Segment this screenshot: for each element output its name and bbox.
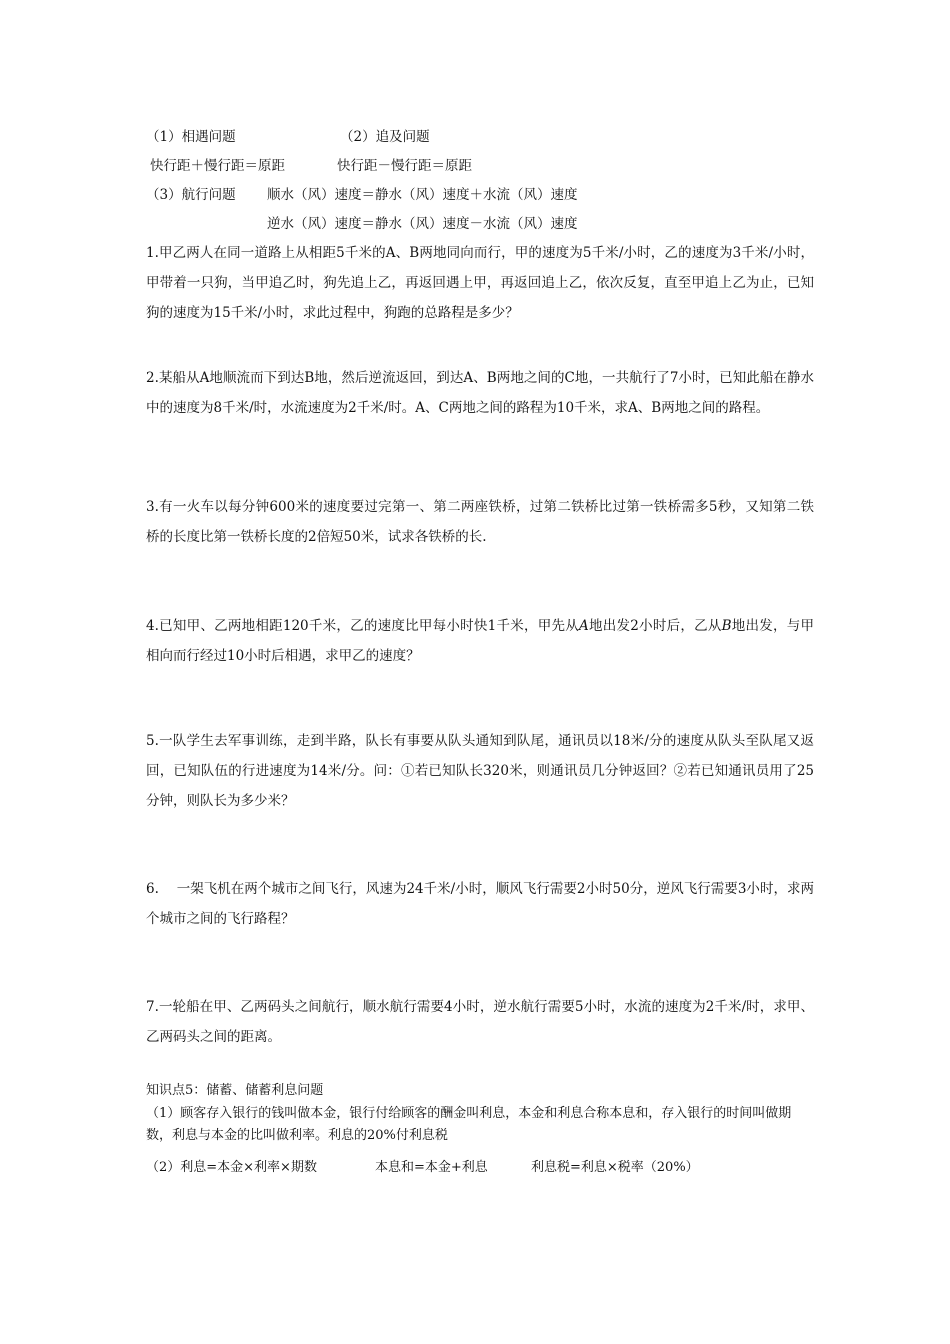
problem-6: 6. 一架飞机在两个城市之间飞行，风速为24千米/小时，顺风飞行需要2小时50分，逆风飞行需要3小时，求两个城市之间的飞行路程？	[146, 881, 814, 927]
interest-tax-formula: 利息税=利息×税率（20%）	[531, 1160, 699, 1175]
problem-3: 3.有一火车以每分钟600米的速度要过完第一、第二两座铁桥，过第二铁桥比过第一铁桥需多5秒，又知第二铁桥的长度比第一铁桥长度的2倍短50米，试求各铁桥的长.	[146, 499, 814, 545]
problem-4	[146, 611, 814, 671]
sailing-problem-title: （3）航行问题	[146, 187, 236, 203]
knowledge-title: 知识点5：储蓄、储蓄利息问题	[146, 1083, 324, 1098]
interest-formula: （2）利息=本金×利率×期数	[146, 1160, 317, 1175]
chase-problem-title: （2）追及问题	[340, 129, 430, 145]
problem-4-part-c: 地出发，与甲相向而行经过10小时后相遇，求甲乙的速度？	[146, 618, 814, 664]
problem-1: 1.甲乙两人在同一道路上从相距5千米的A、B两地同向而行，甲的速度为5千米/小时，乙的速度为3千米/小时，甲带着一只狗，当甲追乙时，狗先追上乙，再返回遇上甲，再返回追上乙，依次反复，直至甲追上乙为止，已知狗的速度为15千米/小时，求此过程中，狗跑的总路程是多少？	[146, 245, 814, 321]
meeting-formula: 快行距＋慢行距＝原距	[150, 158, 285, 174]
knowledge-item-1: （1）顾客存入银行的钱叫做本金，银行付给顾客的酬金叫利息，本金和利息合称本息和，存入银行的时间叫做期数，利息与本金的比叫做利率。利息的20%付利息税	[146, 1106, 792, 1143]
problem-7: 7.一轮船在甲、乙两码头之间航行，顺水航行需要4小时，逆水航行需要5小时，水流的速度为2千米/时，求甲、乙两码头之间的距离。	[146, 999, 814, 1045]
downstream-formula: 顺水（风）速度＝静水（风）速度＋水流（风）速度	[267, 187, 578, 203]
upstream-formula: 逆水（风）速度＝静水（风）速度－水流（风）速度	[267, 216, 578, 232]
problem-4-part-b: 地出发2小时后，乙从	[588, 618, 722, 634]
chase-formula: 快行距－慢行距＝原距	[337, 158, 472, 174]
point-b-variable: B	[721, 618, 732, 634]
problem-4-part-a: 4.已知甲、乙两地相距120千米，乙的速度比甲每小时快1千米，甲先从	[146, 618, 579, 634]
principal-interest-formula: 本息和=本金+利息	[375, 1160, 488, 1175]
point-a-variable: A	[578, 618, 589, 634]
meeting-problem-title: （1）相遇问题	[146, 129, 236, 145]
problem-5: 5.一队学生去军事训练，走到半路，队长有事要从队头通知到队尾，通讯员以18米/分的速度从队头至队尾又返回，已知队伍的行进速度为14米/分。问：①若已知队长320米，则通讯员几分钟返回？②若已知通讯员用了25分钟，则队长为多少米？	[146, 733, 814, 809]
problem-2: 2.某船从A地顺流而下到达B地，然后逆流返回，到达A、B两地之间的C地，一共航行了7小时，已知此船在静水中的速度为8千米/时，水流速度为2千米/时。A、C两地之间的路程为10千米，求A、B两地之间的路程。	[146, 370, 814, 416]
